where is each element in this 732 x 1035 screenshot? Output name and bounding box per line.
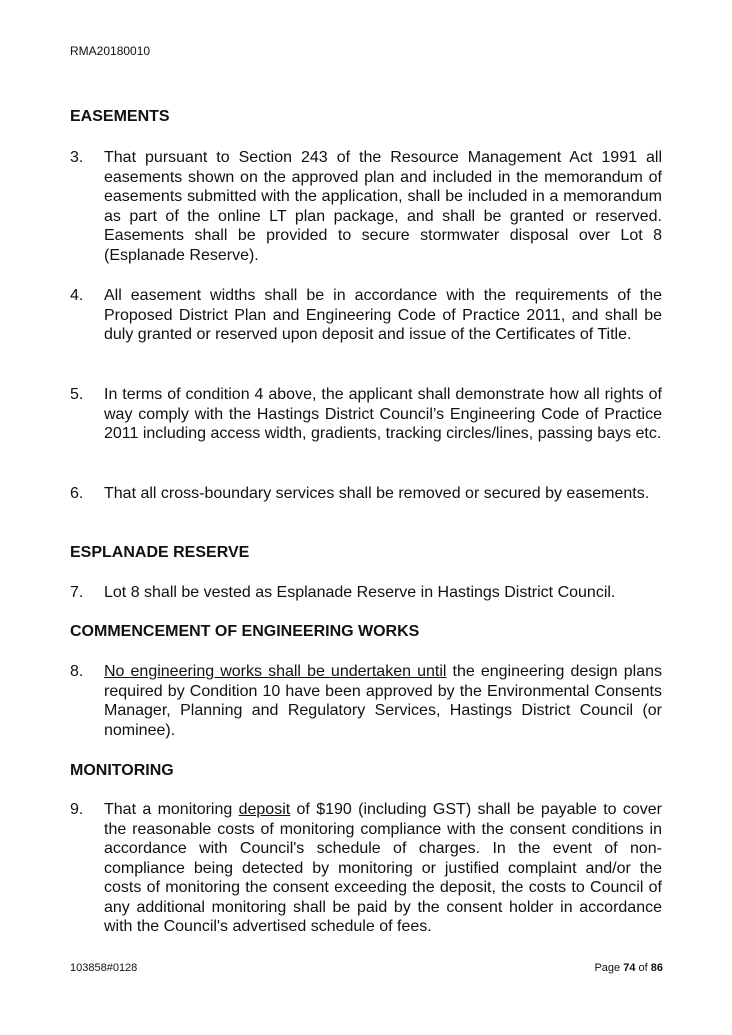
- section-heading-monitoring: MONITORING: [70, 762, 174, 779]
- footer-document-id: 103858#0128: [70, 962, 138, 974]
- page-current: 74: [623, 962, 636, 974]
- condition-number: 6.: [70, 485, 84, 502]
- condition-5: [70, 385, 662, 444]
- underlined-word: deposit: [238, 801, 291, 818]
- condition-text-rest: the engineering design plans required by Condition 10 have been approved by the Environmental Consents Manager, Planning and Regulatory Services, Hastings District Council (or nominee).: [104, 663, 663, 739]
- condition-number: 3.: [70, 149, 84, 166]
- condition-number: 9.: [70, 801, 84, 818]
- section-heading-engineering-works: COMMENCEMENT OF ENGINEERING WORKS: [70, 623, 420, 640]
- condition-text: That pursuant to Section 243 of the Resource Management Act 1991 all easements shown on the approved plan and included in the memorandum of easements submitted with the application, shall be included in a memorandum as part of the online LT plan package, and shall be granted or reserved. Easements shall be provided to secure stormwater disposal over Lot 8 (Esplanade Reserve).: [104, 149, 662, 264]
- underlined-phrase: No engineering works shall be undertaken until: [104, 663, 447, 680]
- section-heading-easements: EASEMENTS: [70, 108, 170, 125]
- condition-text: [104, 662, 662, 740]
- condition-text-before: That a monitoring: [104, 801, 239, 818]
- condition-number: 8.: [70, 663, 84, 680]
- condition-text: All easement widths shall be in accordance with the requirements of the Proposed District Plan and Engineering Code of Practice 2011, and shall be duly granted or reserved upon deposit and issue of the Certificates of Title.: [104, 287, 662, 343]
- page-label: Page: [594, 962, 624, 974]
- section-heading-esplanade-reserve: ESPLANADE RESERVE: [70, 544, 250, 561]
- document-reference: RMA20180010: [70, 44, 151, 58]
- condition-number: 7.: [70, 584, 84, 601]
- condition-text: [104, 800, 662, 937]
- page-total: 86: [650, 962, 663, 974]
- page-of: of: [635, 962, 651, 974]
- condition-4: [70, 286, 662, 345]
- condition-number: 5.: [70, 386, 84, 403]
- condition-3: [70, 148, 662, 265]
- condition-7: [70, 583, 662, 603]
- condition-number: 4.: [70, 287, 84, 304]
- condition-text: That all cross-boundary services shall be removed or secured by easements.: [104, 485, 650, 502]
- condition-text: Lot 8 shall be vested as Esplanade Reserve in Hastings District Council.: [104, 584, 616, 601]
- condition-text-after: of $190 (including GST) shall be payable to cover the reasonable costs of monitoring compliance with the consent conditions in accordance with Council's schedule of charges. In the event of non-compliance being detected by monitoring or justified complaint and/or the costs of monitoring the consent exceeding the deposit, the costs to Council of any additional monitoring shall be paid by the consent holder in accordance with the Council's advertised schedule of fees.: [104, 801, 663, 935]
- condition-text: In terms of condition 4 above, the applicant shall demonstrate how all rights of way comply with the Hastings District Council’s Engineering Code of Practice 2011 including access width, gradients, tracking circles/lines, passing bays etc.: [104, 386, 662, 442]
- footer-page-number: [594, 962, 663, 975]
- condition-9: [70, 800, 662, 937]
- condition-6: [70, 484, 662, 504]
- condition-8: [70, 662, 662, 740]
